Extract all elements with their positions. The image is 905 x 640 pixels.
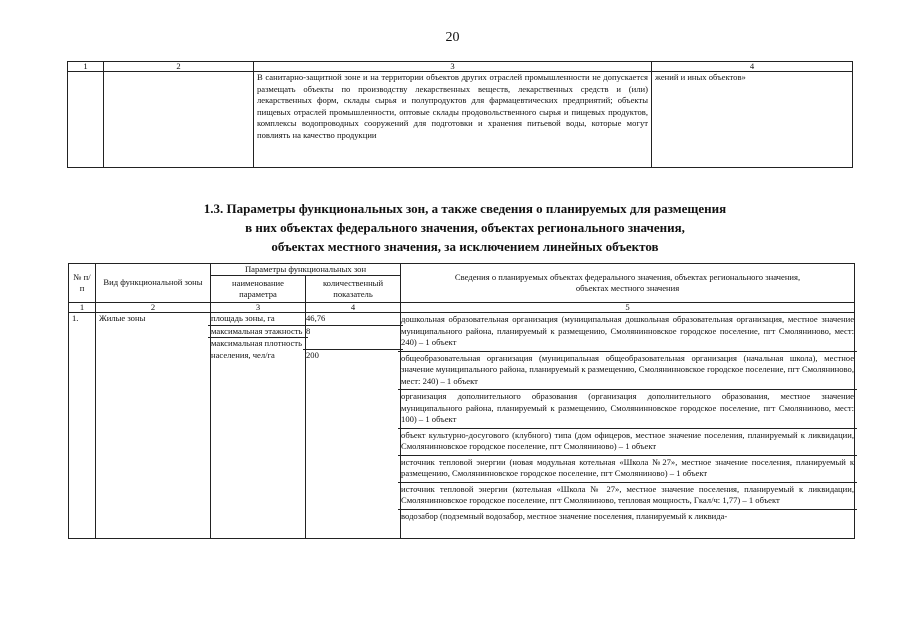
param-name: максимальная этажность — [208, 326, 308, 339]
header-zone-type: Вид функциональной зоны — [96, 264, 211, 303]
list-item: источник тепловой энергии (котельная «Школа № 27», местное значение поселения, планируемый к ликвидации, Смолянинновское городское поселение, пгт Смоляниново, тепловая мощность, Гкал/ч: 1,77) – 1 объект — [398, 483, 857, 510]
param-value: 200 — [306, 349, 319, 360]
col-number-5: 5 — [401, 303, 855, 313]
table-row — [69, 313, 855, 539]
col-number-1: 1 — [68, 62, 104, 72]
param-name: площадь зоны, га — [208, 313, 308, 326]
param-value: 46,76 — [303, 313, 403, 326]
section-heading — [140, 199, 790, 256]
col-number-2: 2 — [96, 303, 211, 313]
heading-line-3: объектах местного значения, за исключением линейных объектов — [271, 239, 659, 254]
header-param-value: количественный показатель — [306, 276, 401, 303]
zones-table — [68, 263, 855, 539]
header-params: Параметры функциональных зон — [211, 264, 401, 276]
col-number-4: 4 — [652, 62, 853, 72]
list-item: организация дополнительного образования (организация дополнительного образования, местное значение муниципального района, планируемый к размещению, Смолянинновское городское поселение, пгт Смоляниново, мест: 100) – 1 объект — [398, 390, 857, 429]
col-number-1: 1 — [69, 303, 96, 313]
param-name: максимальная плотность населения, чел/га — [211, 338, 302, 360]
list-item: объект культурно-досугового (клубного) типа (дом офицеров, местное значение поселения, планируемый к ликвидации, Смолянинновское городское поселение, пгт Смоляниново) – 1 объект — [398, 429, 857, 456]
page-number: 20 — [445, 30, 460, 45]
zones-table-header-row — [69, 264, 855, 276]
header-objects: Сведения о планируемых объектах федерального значения, объектах регионального значения, объектах местного значения — [401, 264, 855, 303]
param-value: 8 — [303, 326, 403, 350]
list-item: водозабор (подземный водозабор, местное значение поселения, планируемый к ликвида- — [401, 510, 728, 521]
col-number-2: 2 — [104, 62, 254, 72]
zone-type: Жилые зоны — [96, 313, 211, 539]
planned-objects — [401, 313, 855, 539]
empty-cell — [68, 72, 104, 168]
continuation-table-header-row — [68, 62, 853, 72]
empty-cell — [104, 72, 254, 168]
col-number-3: 3 — [211, 303, 306, 313]
col-number-3: 3 — [254, 62, 652, 72]
row-number: 1. — [69, 313, 96, 539]
restriction-text: В санитарно-защитной зоне и на территории объектов других отраслей промышленности не допускается размещать объекты по производству лекарственных веществ, лекарственных средств и (или) лекарственных форм, склады сырья и полупродуктов для фармацевтических предприятий; объекты пищевых отраслей промышленности, оптовые склады продовольственного сырья и пищевых продуктов, комплексы водопроводных сооружений для подготовки и хранения питьевой воды, которые могут повлиять на качество продукции — [254, 72, 652, 168]
col-number-4: 4 — [306, 303, 401, 313]
continuation-text: жений и иных объектов» — [652, 72, 853, 168]
heading-line-1: 1.3. Параметры функциональных зон, а также сведения о планируемых для размещения — [203, 201, 727, 216]
param-names — [211, 313, 306, 539]
heading-line-2: в них объектах федерального значения, объектах регионального значения, — [245, 220, 685, 235]
header-param-name: наименование параметра — [211, 276, 306, 303]
continuation-table-row — [68, 72, 853, 168]
param-values — [306, 313, 401, 539]
header-number: № п/п — [69, 264, 96, 303]
list-item: дошкольная образовательная организация (муниципальная дошкольная образовательная организация, местное значение муниципального района, планируемый к размещению, Смолянинновское городское поселение, пгт Смоляниново, мест: 240) – 1 объект — [398, 313, 857, 352]
continuation-table — [67, 61, 853, 168]
list-item: источник тепловой энергии (новая модульная котельная «Школа №27», местное значение поселения, планируемый к размещению, Смолянинновское городское поселение, пгт Смоляниново) – 1 объект — [398, 456, 857, 483]
zones-table-column-numbers — [69, 303, 855, 313]
list-item: общеобразовательная организация (муниципальная общеобразовательная организация (начальная школа), местное значение муниципального района, планируемый к размещению, Смолянинновское городское поселение, пгт Смоляниново, мест: 240) – 1 объект — [398, 352, 857, 391]
